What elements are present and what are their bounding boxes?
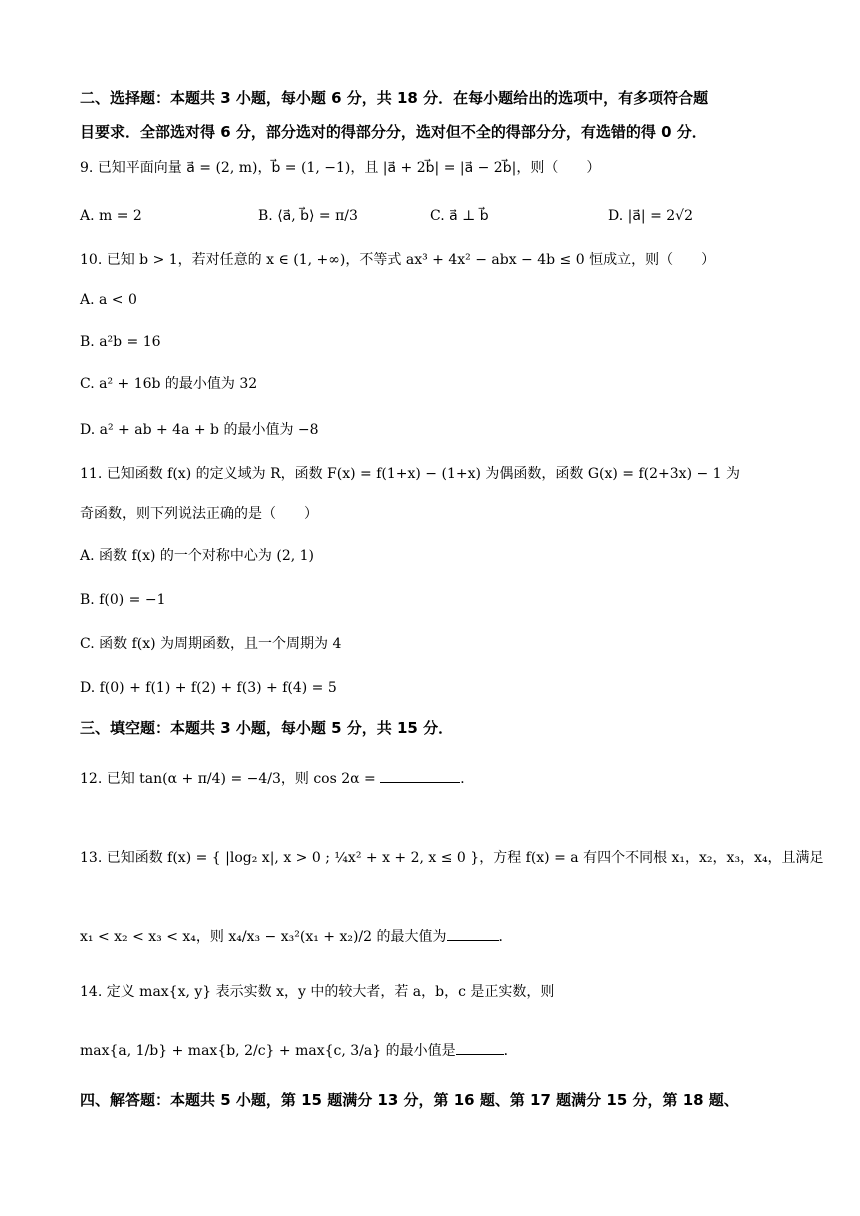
question-12-end: ． (460, 771, 475, 787)
question-11-stem-line-2: 奇函数，则下列说法正确的是（ ） (80, 506, 318, 522)
section-4-heading: 四、解答题：本题共 5 小题，第 15 题满分 13 分，第 16 题、第 17 题满分 15 分，第 18 题、 (80, 1091, 739, 1109)
question-13-line-2 (80, 926, 513, 947)
question-11-option-c: C. 函数 f(x) 为周期函数，且一个周期为 4 (80, 636, 342, 652)
question-10-stem: 10. 已知 b > 1，若对任意的 x ∈ (1, +∞)，不等式 ax³ + 4x² − abx − 4b ≤ 0 恒成立，则（ ） (80, 252, 716, 268)
question-10-option-c: C. a² + 16b 的最小值为 32 (80, 376, 258, 392)
question-14-stem-line-2: max{a, 1/b} + max{b, 2/c} + max{c, 3/a} 的最小值是 (80, 1043, 456, 1059)
section-2-heading-line-1: 二、选择题：本题共 3 小题，每小题 6 分，共 18 分．在每小题给出的选项中，有多项符合题 (80, 89, 709, 107)
question-13-stem-line-1: 13. 已知函数 f(x) = { |log₂ x|, x > 0 ; ¼x² + x + 2, x ≤ 0 }，方程 f(x) = a 有四个不同根 x₁，x₂，x₃，x₄，且满足 (80, 850, 824, 866)
question-14-answer-blank[interactable] (456, 1040, 504, 1055)
question-9-stem: 9. 已知平面向量 a⃗ = (2, m)，b⃗ = (1, −1)，且 |a⃗ + 2b⃗| = |a⃗ − 2b⃗|，则（ ） (80, 160, 601, 176)
question-13-stem-line-2: x₁ < x₂ < x₃ < x₄，则 x₄/x₃ − x₃²(x₁ + x₂)/2 的最大值为 (80, 929, 447, 945)
question-9-option-c: C. a⃗ ⊥ b⃗ (430, 208, 489, 224)
question-14-line-2 (80, 1040, 518, 1061)
question-13-end: ． (498, 929, 513, 945)
question-12-stem: 12. 已知 tan(α + π/4) = −4/3，则 cos 2α = (80, 771, 381, 787)
section-3-heading: 三、填空题：本题共 3 小题，每小题 5 分，共 15 分． (80, 719, 454, 737)
question-10-option-b: B. a²b = 16 (80, 334, 161, 350)
question-12-line (80, 768, 474, 789)
question-11-option-a: A. 函数 f(x) 的一个对称中心为 (2, 1) (80, 548, 315, 564)
question-11-option-d: D. f(0) + f(1) + f(2) + f(3) + f(4) = 5 (80, 680, 337, 696)
question-14-end: ． (503, 1043, 518, 1059)
question-10-option-d: D. a² + ab + 4a + b 的最小值为 −8 (80, 422, 319, 438)
question-11-stem-line-1: 11. 已知函数 f(x) 的定义域为 R，函数 F(x) = f(1+x) − (1+x) 为偶函数，函数 G(x) = f(2+3x) − 1 为 (80, 466, 741, 482)
question-10-option-a: A. a < 0 (80, 292, 137, 308)
question-9-option-a: A. m = 2 (80, 208, 142, 224)
section-2-heading-line-2: 目要求．全部选对得 6 分，部分选对的得部分分，选对但不全的得部分分，有选错的得 0 分． (80, 123, 707, 141)
question-9-option-d: D. |a⃗| = 2√2 (608, 208, 694, 224)
question-13-answer-blank[interactable] (447, 926, 499, 941)
question-14-stem-line-1: 14. 定义 max{x, y} 表示实数 x，y 中的较大者，若 a，b，c 是正实数，则 (80, 984, 555, 1000)
question-12-answer-blank[interactable] (380, 768, 460, 783)
question-9-option-b: B. ⟨a⃗, b⃗⟩ = π/3 (258, 208, 358, 224)
question-11-option-b: B. f(0) = −1 (80, 592, 166, 608)
